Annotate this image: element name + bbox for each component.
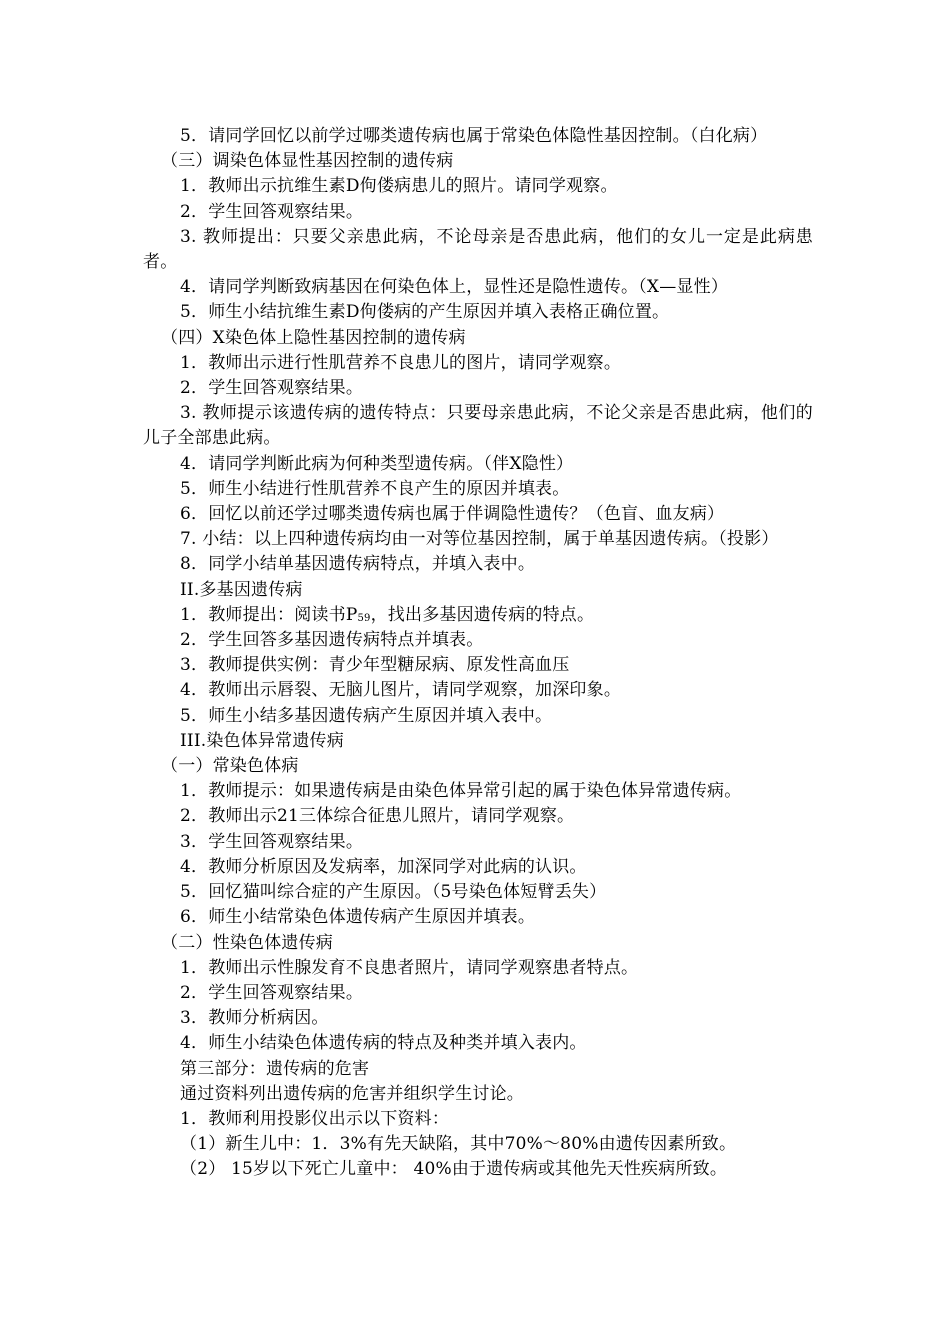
section-heading: III.染色体异常遗传病: [180, 730, 344, 751]
text-line: 4．请同学判断致病基因在何染色体上，显性还是隐性遗传。（X—显性）: [180, 277, 729, 298]
text-line: 2．教师出示21三体综合征患儿照片，请同学观察。: [180, 806, 575, 827]
text-line: 3. 教师提出：只要父亲患此病，不论母亲是否患此病，他们的女儿一定是此病患者。: [143, 226, 813, 273]
text-line: 1．教师利用投影仪出示以下资料：: [180, 1108, 450, 1129]
text-line: 5．回忆猫叫综合症的产生原因。（5号染色体短臂丢失）: [180, 882, 607, 903]
section-heading: 第三部分：遗传病的危害: [180, 1058, 370, 1079]
section-heading: （一）常染色体病: [161, 756, 299, 777]
text-line: 6．回忆以前还学过哪类遗传病也属于伴调隐性遗传？（色盲、血友病）: [180, 504, 725, 525]
text-line: 1．教师出示性腺发育不良患者照片，请同学观察患者特点。: [180, 957, 639, 978]
text-line: 2．学生回答观察结果。: [180, 378, 364, 399]
text-line: （2） 15岁以下死亡儿童中： 40%由于遗传病或其他先天性疾病所致。: [180, 1159, 728, 1180]
text-line: 5．请同学回忆以前学过哪类遗传病也属于常染色体隐性基因控制。（白化病）: [180, 126, 768, 146]
section-heading: II.多基因遗传病: [180, 579, 303, 600]
text-line-with-subscript: 1．教师提出：阅读书$P_{59}$，找出多基因遗传病的特点。: [180, 604, 595, 625]
text-line: 3．教师提供实例：青少年型糖尿病、原发性高血压: [180, 655, 570, 676]
text-line: 2．学生回答观察结果。: [180, 201, 364, 222]
document-body: [143, 124, 813, 1183]
text-line: 1．教师出示进行性肌营养不良患儿的图片，请同学观察。: [180, 352, 622, 373]
text-line: 5．师生小结进行性肌营养不良产生的原因并填表。: [180, 478, 570, 499]
text-line: 3．教师分析病因。: [180, 1008, 329, 1029]
text-line: 2．学生回答观察结果。: [180, 982, 364, 1003]
text-line: 4．请同学判断此病为何种类型遗传病。（伴X隐性）: [180, 453, 574, 474]
section-heading: （四）X染色体上隐性基因控制的遗传病: [161, 327, 466, 348]
text-line: 4．师生小结染色体遗传病的特点及种类并填入表内。: [180, 1033, 587, 1054]
text-line: 3．学生回答观察结果。: [180, 831, 364, 852]
section-heading: （三）调染色体显性基因控制的遗传病: [161, 151, 454, 172]
text-line: 6．师生小结常染色体遗传病产生原因并填表。: [180, 907, 536, 928]
text-line: 1．教师提示：如果遗传病是由染色体异常引起的属于染色体异常遗传病。: [180, 781, 742, 802]
text-line: 2．学生回答多基因遗传病特点并填表。: [180, 630, 484, 651]
text-line: 3. 教师提示该遗传病的遗传特点：只要母亲患此病，不论父亲是否患此病，他们的儿子全部患此病。: [143, 403, 813, 449]
text-line: 1．教师出示抗维生素D佝偻病患儿的照片。请同学观察。: [180, 176, 618, 197]
text-line: 5．师生小结多基因遗传病产生原因并填入表中。: [180, 705, 553, 726]
text-line: 8．同学小结单基因遗传病特点，并填入表中。: [180, 554, 536, 575]
text-line: （1）新生儿中：1．3%有先天缺陷，其中70%～80%由遗传因素所致。: [180, 1134, 737, 1155]
text-line: 4．教师分析原因及发病率，加深同学对此病的认识。: [180, 856, 587, 877]
section-heading: （二）性染色体遗传病: [161, 932, 333, 953]
text-line: 5．师生小结抗维生素D佝偻病的产生原因并填入表格正确位置。: [180, 302, 670, 323]
text-line: 4．教师出示唇裂、无脑儿图片，请同学观察，加深印象。: [180, 680, 622, 701]
text-line: 通过资料列出遗传病的危害并组织学生讨论。: [180, 1083, 524, 1104]
text-line: 7. 小结：以上四种遗传病均由一对等位基因控制，属于单基因遗传病。（投影）: [180, 529, 779, 550]
